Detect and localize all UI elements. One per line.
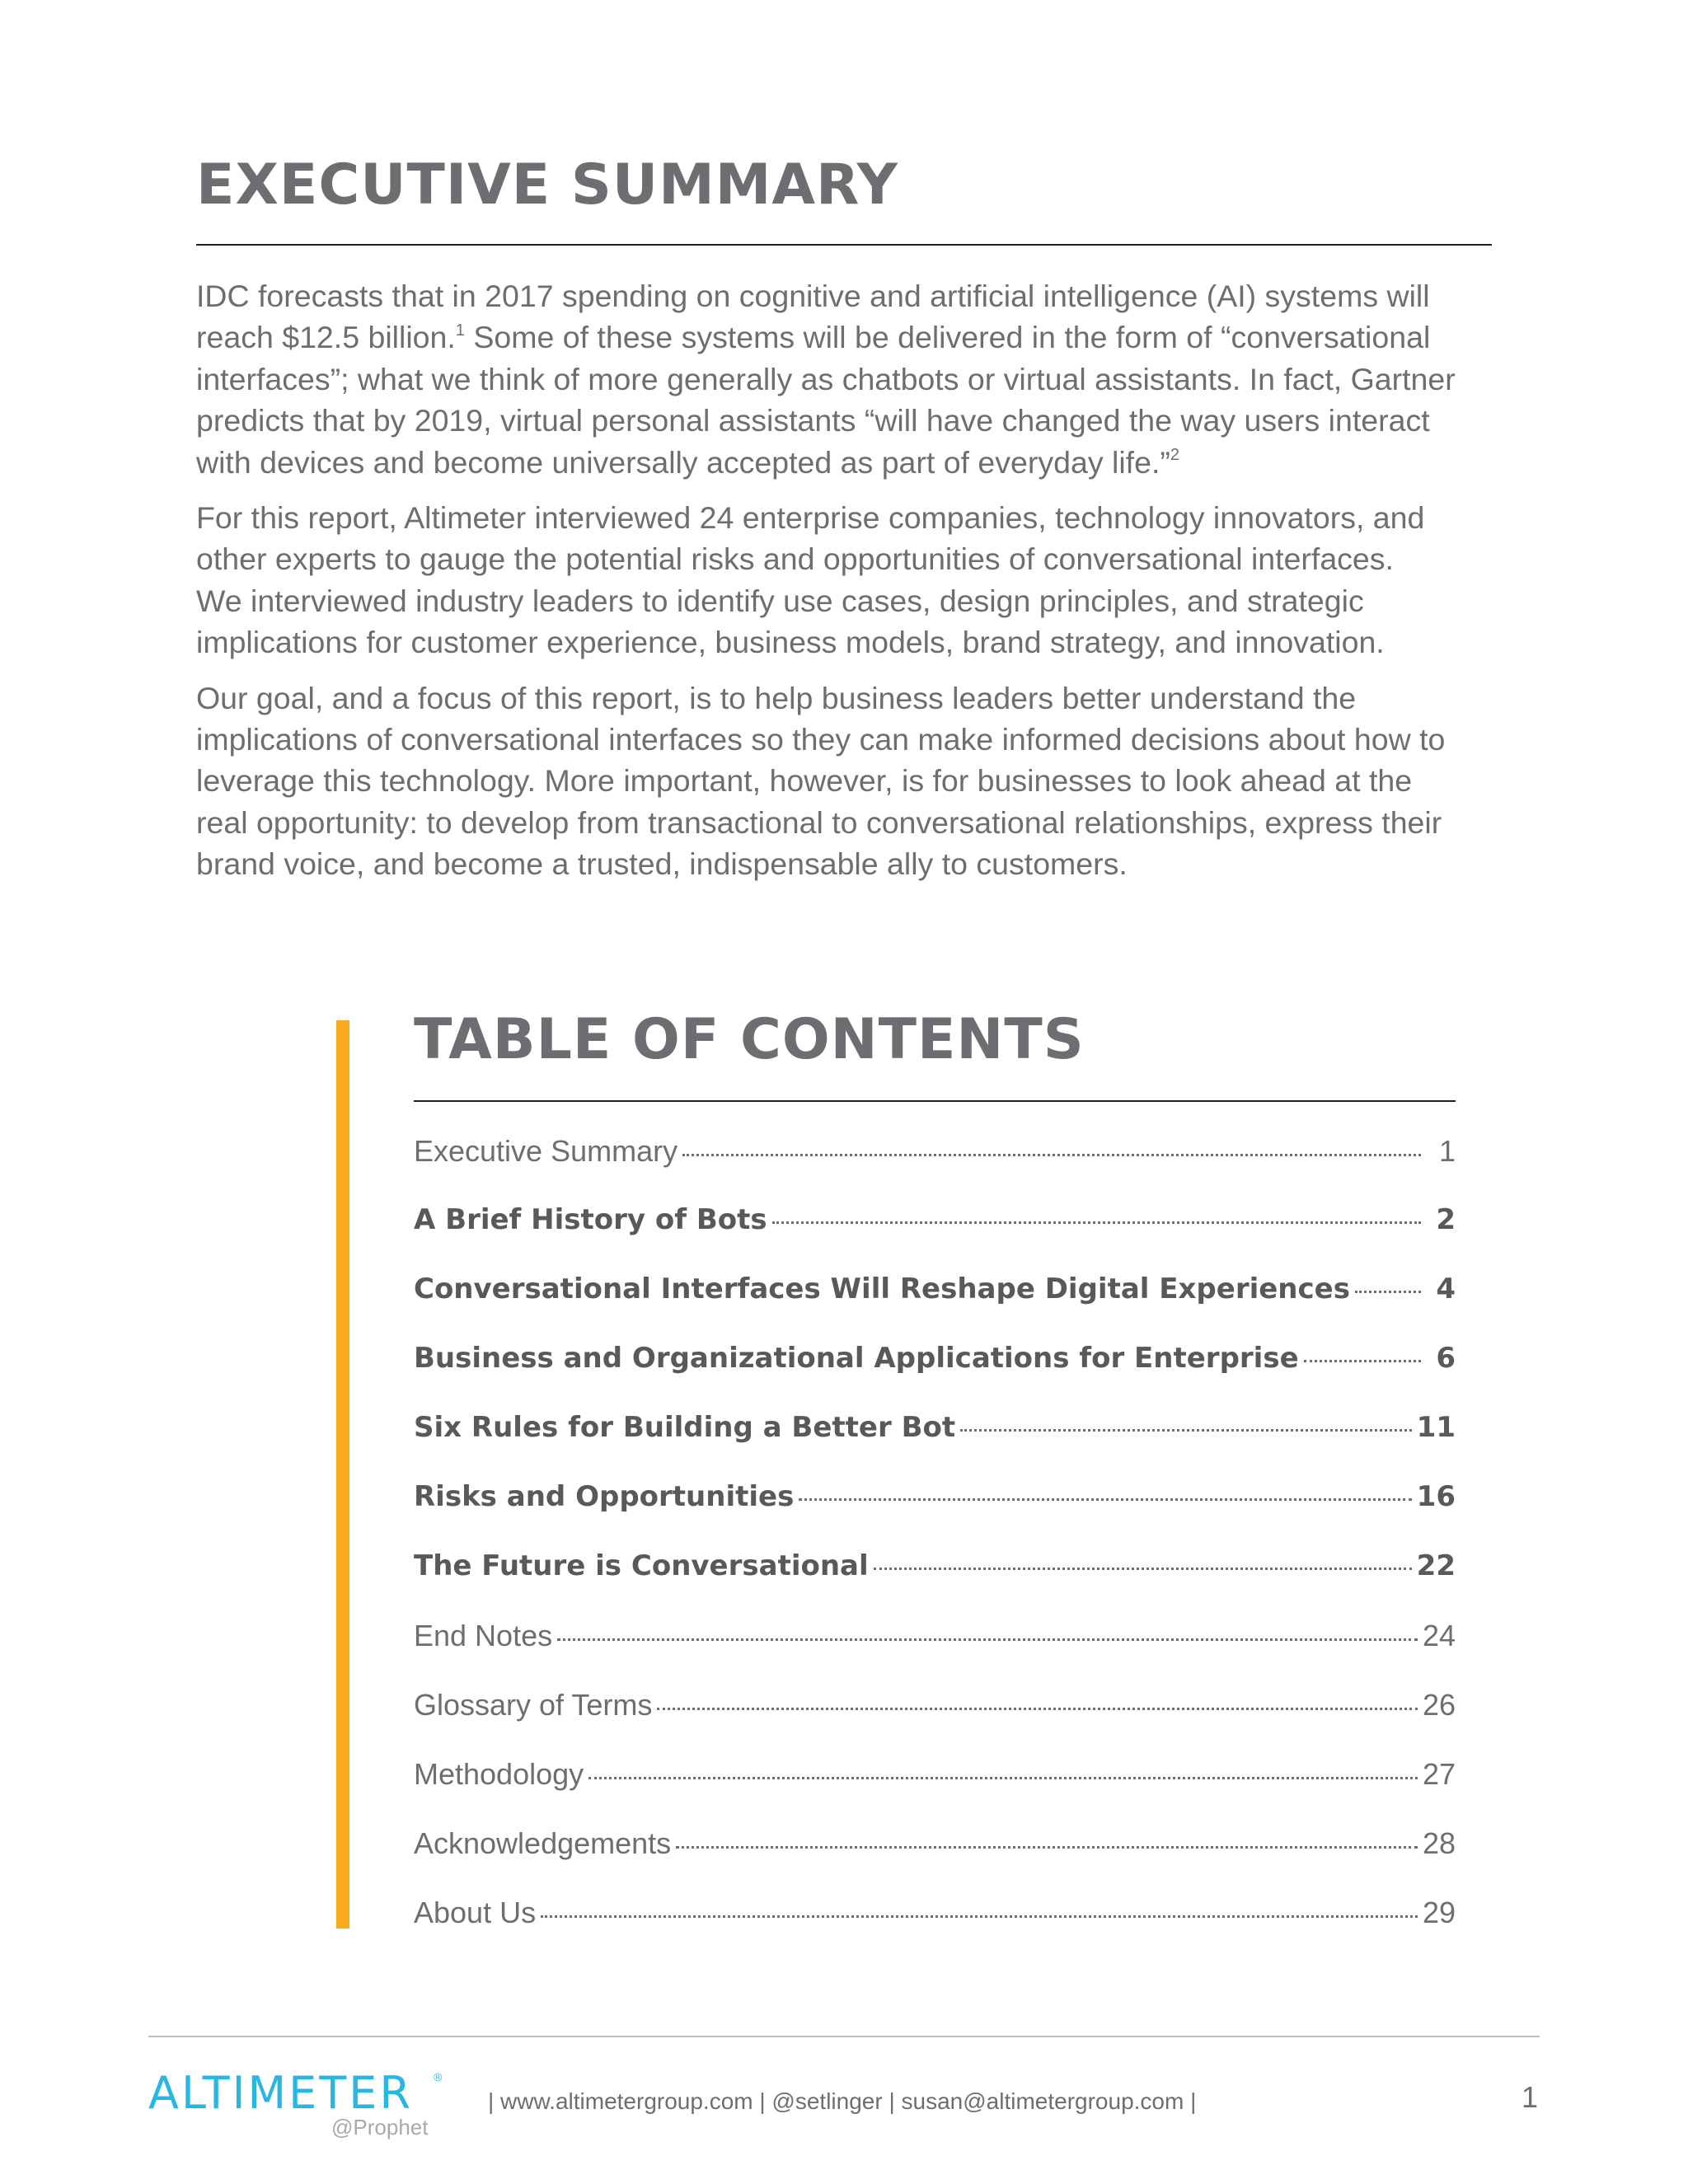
toc-item-page: 26 bbox=[1422, 1688, 1456, 1722]
toc-item-label: Executive Summary bbox=[414, 1134, 678, 1168]
text-line: leverage this technology. More important, however, is for businesses to look ahead at the bbox=[196, 763, 1413, 799]
executive-summary-title: EXECUTIVE SUMMARY bbox=[196, 152, 898, 218]
toc-item-risks-opportunities[interactable] bbox=[414, 1480, 1456, 1549]
toc-item-end-notes[interactable] bbox=[414, 1619, 1456, 1688]
altimeter-logo bbox=[148, 2069, 453, 2139]
toc-item-label: Business and Organizational Applications for Enterprise bbox=[414, 1342, 1299, 1375]
toc-leader-dots bbox=[1304, 1360, 1421, 1362]
summary-paragraph-3 bbox=[196, 677, 1507, 885]
toc-item-page: 2 bbox=[1436, 1203, 1456, 1236]
toc-item-page: 11 bbox=[1416, 1411, 1456, 1444]
toc-leader-dots bbox=[557, 1638, 1418, 1641]
text-line bbox=[196, 316, 1507, 358]
text-line bbox=[196, 442, 1507, 483]
toc-leader-dots bbox=[676, 1846, 1418, 1849]
toc-accent-bar bbox=[336, 1020, 349, 1929]
logo-subtitle: @Prophet bbox=[331, 2115, 429, 2139]
toc-leader-dots bbox=[772, 1221, 1421, 1224]
toc-leader-dots bbox=[541, 1915, 1418, 1918]
toc-leader-dots bbox=[1355, 1291, 1421, 1293]
toc-item-label: End Notes bbox=[414, 1619, 553, 1652]
toc-item-page: 27 bbox=[1422, 1757, 1456, 1791]
toc-item-page: 1 bbox=[1438, 1134, 1456, 1168]
footer-divider bbox=[148, 2036, 1540, 2037]
toc-leader-dots bbox=[588, 1777, 1418, 1779]
toc-item-business-applications[interactable] bbox=[414, 1342, 1456, 1411]
toc-leader-dots bbox=[657, 1708, 1418, 1710]
toc-item-label: Glossary of Terms bbox=[414, 1688, 653, 1722]
toc-item-label: About Us bbox=[414, 1896, 537, 1929]
toc-item-label: Risks and Opportunities bbox=[414, 1480, 795, 1513]
footer-contact: | www.altimetergroup.com | @setlinger | susan@altimetergroup.com | bbox=[488, 2088, 1197, 2114]
toc-item-about-us[interactable] bbox=[414, 1896, 1456, 1965]
title-divider bbox=[196, 244, 1492, 246]
toc-item-label: Acknowledgements bbox=[414, 1826, 672, 1860]
logo-wordmark: ALTIMETER bbox=[148, 2067, 413, 2119]
toc-leader-dots bbox=[960, 1429, 1412, 1432]
toc-item-label: Six Rules for Building a Better Bot bbox=[414, 1411, 956, 1444]
toc-divider bbox=[414, 1100, 1456, 1102]
footnote-ref-1[interactable]: 1 bbox=[455, 321, 465, 340]
toc-item-page: 24 bbox=[1422, 1619, 1456, 1652]
summary-paragraph-1 bbox=[196, 275, 1507, 483]
text-line: implications of conversational interfaces so they can make informed decisions about how to bbox=[196, 722, 1446, 757]
toc-item-acknowledgements[interactable] bbox=[414, 1826, 1456, 1896]
toc-item-methodology[interactable] bbox=[414, 1757, 1456, 1826]
toc-title: TABLE OF CONTENTS bbox=[414, 1007, 1085, 1072]
toc-item-conversational-interfaces[interactable] bbox=[414, 1272, 1456, 1342]
text-line: interfaces”; what we think of more generally as chatbots or virtual assistants. In fact, Gartner bbox=[196, 361, 1456, 396]
toc-item-label: Conversational Interfaces Will Reshape Digital Experiences bbox=[414, 1272, 1350, 1305]
toc-leader-dots bbox=[799, 1498, 1411, 1501]
toc-item-page: 6 bbox=[1436, 1342, 1456, 1375]
toc-list bbox=[414, 1134, 1456, 1965]
text-line: implications for customer experience, business models, brand strategy, and innovation. bbox=[196, 625, 1385, 660]
executive-summary-body bbox=[196, 275, 1507, 899]
text-segment: with devices and become universally accepted as part of everyday life.” bbox=[196, 444, 1170, 480]
text-line: other experts to gauge the potential risks and opportunities of conversational interfaces. bbox=[196, 541, 1394, 577]
toc-item-six-rules[interactable] bbox=[414, 1411, 1456, 1480]
toc-item-page: 28 bbox=[1422, 1826, 1456, 1860]
toc-leader-dots bbox=[874, 1568, 1412, 1570]
footnote-ref-2[interactable]: 2 bbox=[1170, 446, 1179, 465]
toc-item-label: A Brief History of Bots bbox=[414, 1203, 767, 1236]
toc-item-future-conversational[interactable] bbox=[414, 1549, 1456, 1619]
toc-item-glossary[interactable] bbox=[414, 1688, 1456, 1757]
toc-item-page: 4 bbox=[1436, 1272, 1456, 1305]
text-line: Our goal, and a focus of this report, is to help business leaders better understand the bbox=[196, 680, 1357, 715]
text-line: IDC forecasts that in 2017 spending on cognitive and artificial intelligence (AI) systems will bbox=[196, 279, 1430, 313]
text-segment: reach $12.5 billion. bbox=[196, 320, 456, 355]
toc-item-brief-history[interactable] bbox=[414, 1203, 1456, 1272]
registered-mark: ® bbox=[434, 2070, 443, 2083]
text-line: We interviewed industry leaders to identify use cases, design principles, and strategic bbox=[196, 583, 1364, 618]
toc-item-page: 29 bbox=[1422, 1896, 1456, 1929]
summary-paragraph-2 bbox=[196, 497, 1507, 663]
toc-item-label: The Future is Conversational bbox=[414, 1549, 869, 1582]
text-line: predicts that by 2019, virtual personal assistants “will have changed the way users interact bbox=[196, 403, 1430, 438]
toc-item-label: Methodology bbox=[414, 1757, 584, 1791]
toc-item-page: 22 bbox=[1416, 1549, 1456, 1582]
toc-item-page: 16 bbox=[1416, 1480, 1456, 1513]
text-line: For this report, Altimeter interviewed 24 enterprise companies, technology innovators, and bbox=[196, 500, 1425, 536]
page-number: 1 bbox=[1522, 2080, 1539, 2114]
toc-leader-dots bbox=[682, 1154, 1421, 1156]
toc-item-executive-summary[interactable] bbox=[414, 1134, 1456, 1203]
text-line: real opportunity: to develop from transactional to conversational relationships, express their bbox=[196, 804, 1442, 840]
text-segment: Some of these systems will be delivered in the form of “conversational bbox=[464, 320, 1431, 355]
text-line: brand voice, and become a trusted, indispensable ally to customers. bbox=[196, 846, 1128, 882]
